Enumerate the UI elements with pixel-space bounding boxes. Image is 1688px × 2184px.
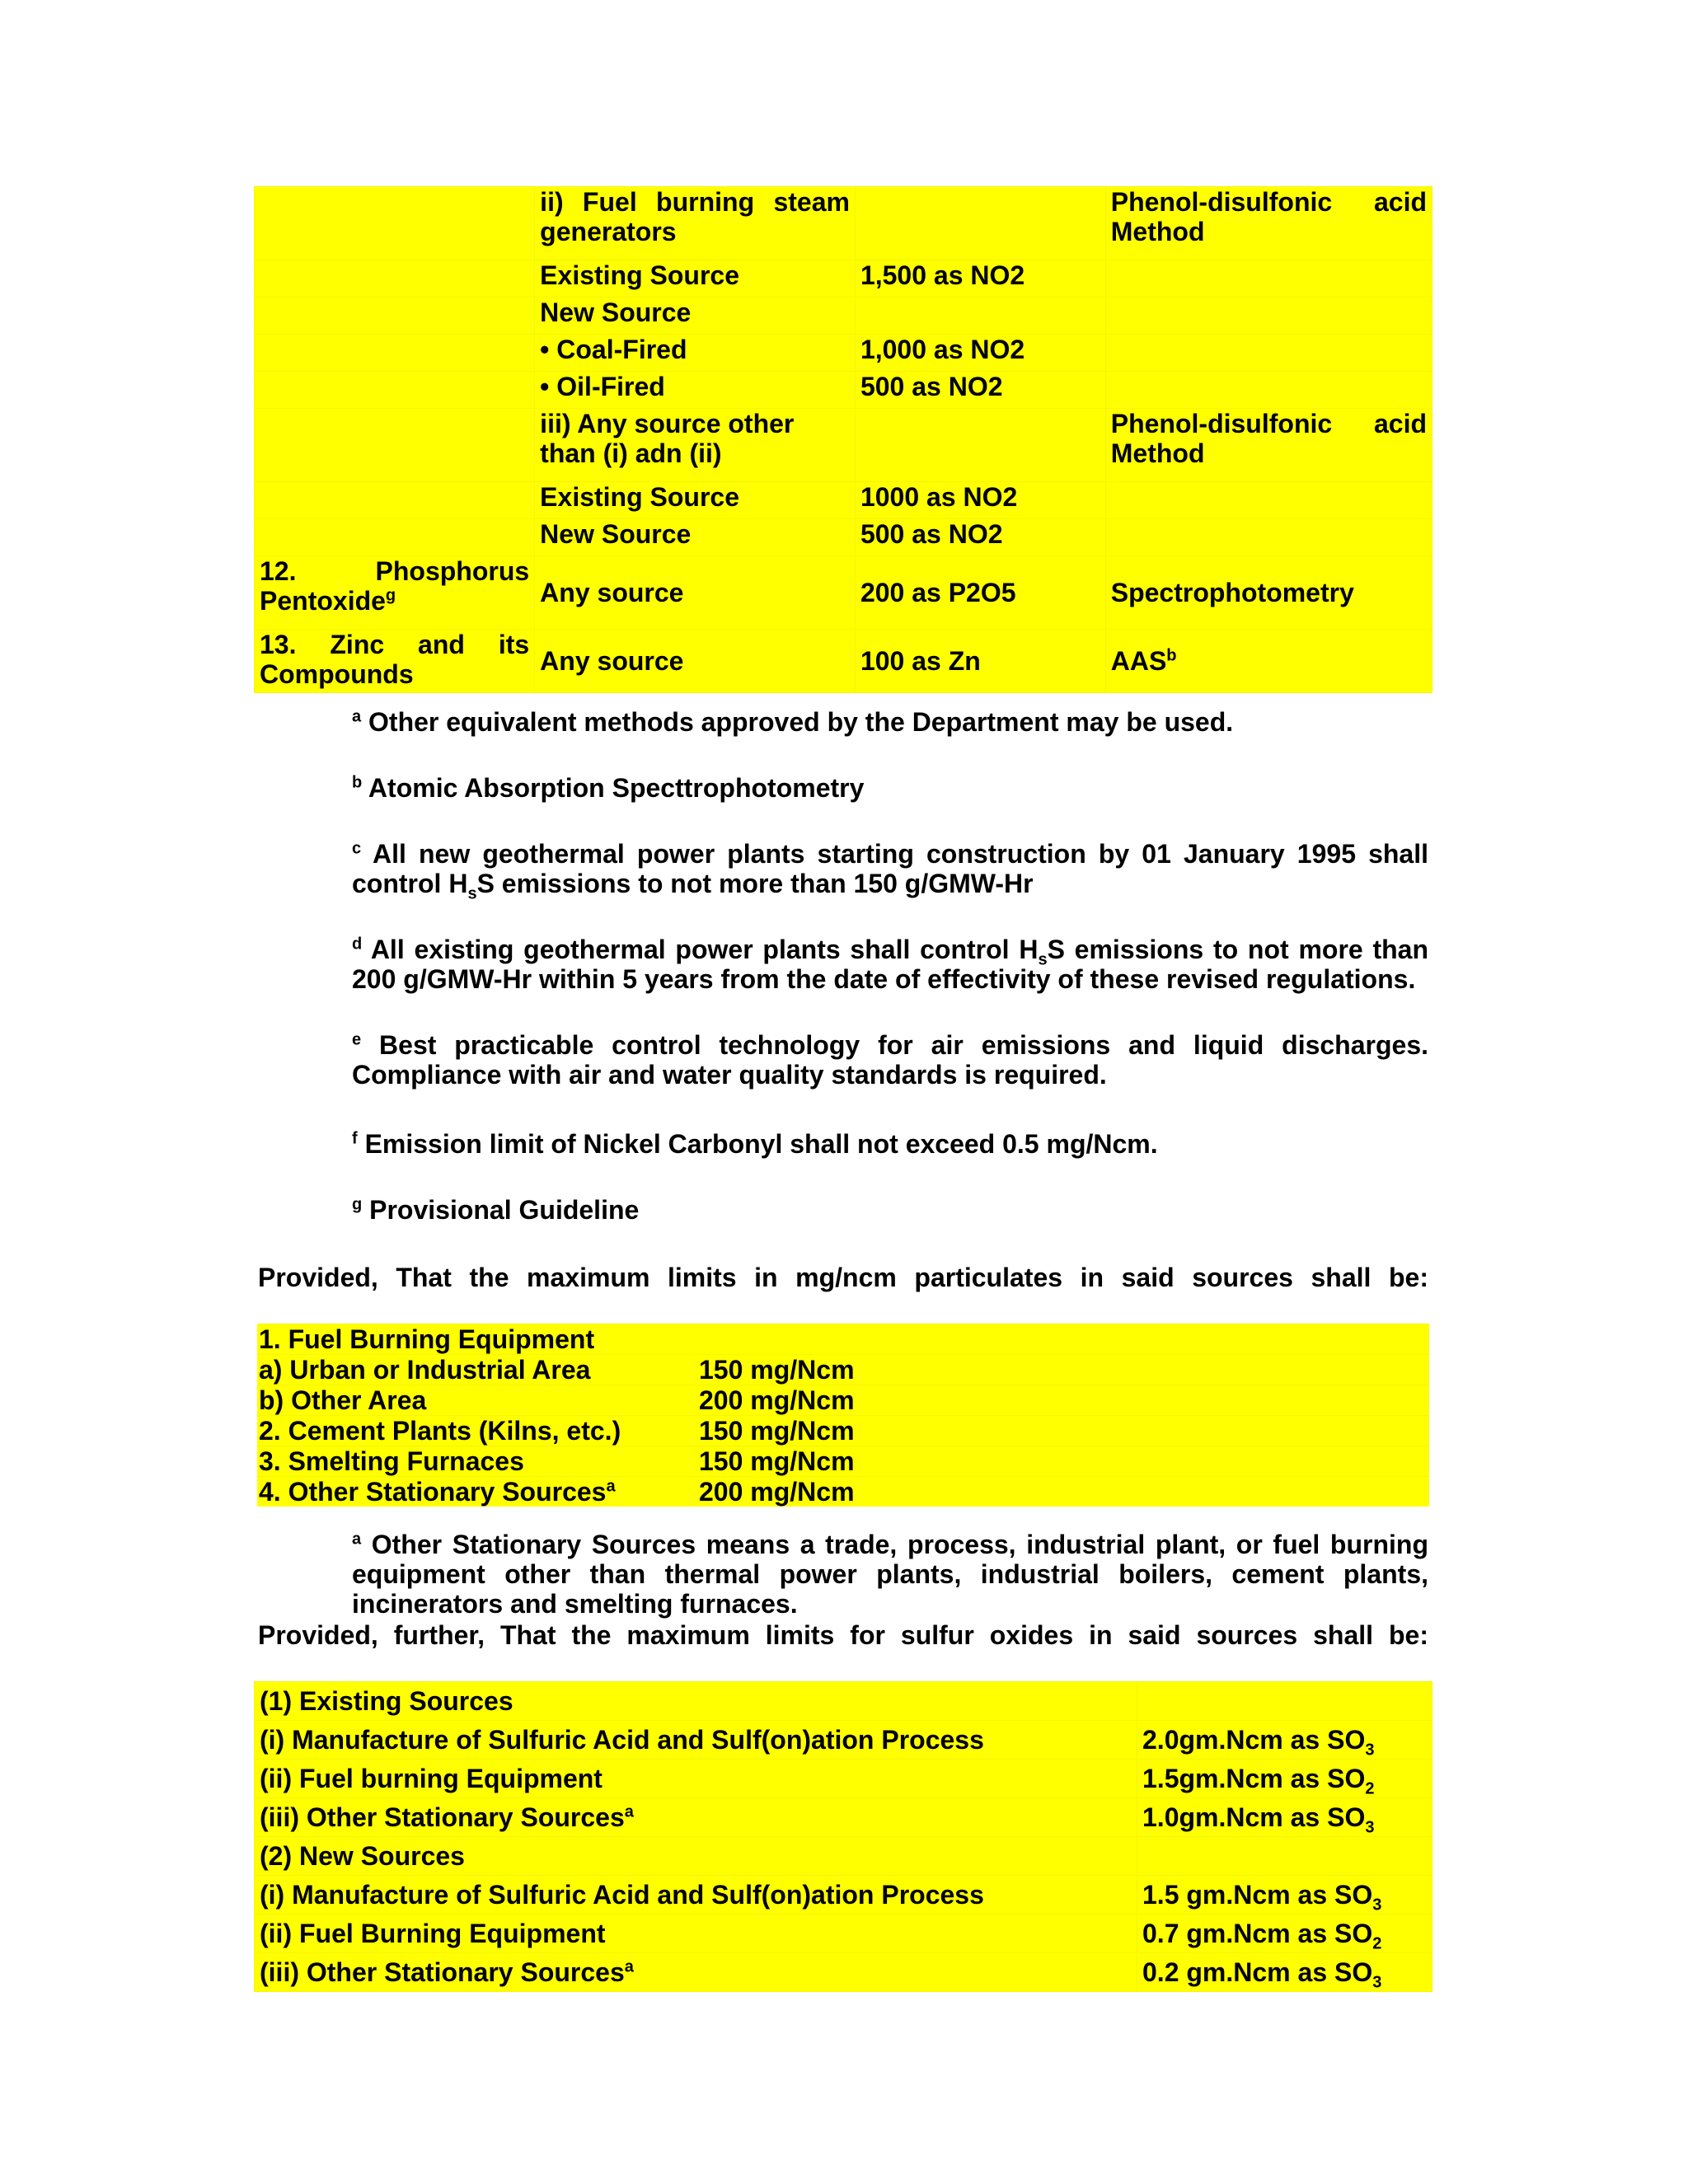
limit-value: 150 mg/Ncm — [697, 1446, 1429, 1477]
footnote-g: $^g$ Provisional Guideline — [352, 1195, 640, 1225]
limit-value: 0.2 gm.Ncm as $SO_3$ — [1137, 1953, 1432, 1992]
table-row: 13. Zinc and its Compounds Any source 100 as Zn AAS$^b$ — [255, 630, 1432, 693]
method-cell: Spectrophotometry — [1105, 556, 1432, 630]
source-label: 2. Cement Plants (Kilns, etc.) — [257, 1416, 697, 1446]
name-cell: 12. Phosphorus — [260, 556, 530, 586]
table-row — [257, 1446, 1429, 1477]
source-label: b) Other Area — [257, 1385, 697, 1416]
table-row — [255, 1798, 1432, 1837]
paragraph-particulates: Provided, That the maximum limits in mg/ncm particulates in said sources shall be: — [258, 1263, 1428, 1292]
limit-cell: 200 as P2O5 — [855, 556, 1105, 630]
limit-value — [697, 1324, 1429, 1355]
table-row — [255, 1915, 1432, 1953]
note-other-stationary-sources: $^a$ Other Stationary Sources means a trade, process, industrial plant, or fuel burning equipment other than thermal power plants, industrial boilers, cement plants, incinerators and smelting furnaces. — [352, 1530, 1428, 1619]
limit-value: 150 mg/Ncm — [697, 1355, 1429, 1385]
emission-limits-table — [254, 186, 1432, 693]
section-header-row — [255, 1837, 1432, 1876]
source-cell: iii) Any source other than (i) adn (ii) — [540, 409, 795, 468]
limit-value: 200 mg/Ncm — [697, 1385, 1429, 1416]
source-label: (i) Manufacture of Sulfuric Acid and Sulf(on)ation Process — [255, 1721, 1137, 1760]
method-cell: AAS$^b$ — [1105, 630, 1432, 693]
source-label: (iii) Other Stationary Sources$^a$ — [255, 1798, 1137, 1837]
source-cell: Existing Source — [540, 482, 740, 512]
footnote-f: $^f$ Emission limit of Nickel Carbonyl shall not exceed 0.5 mg/Ncm. — [352, 1129, 1158, 1159]
limit-cell: 500 as NO2 — [860, 372, 1003, 401]
source-cell: New Source — [540, 519, 692, 549]
source-label: (ii) Fuel Burning Equipment — [255, 1915, 1137, 1953]
table-row — [255, 298, 1432, 335]
limit-value: 1.0gm.Ncm as $SO_3$ — [1137, 1798, 1432, 1837]
section-header: (2) New Sources — [255, 1837, 1137, 1876]
table-row — [255, 1760, 1432, 1798]
table-row — [255, 187, 1432, 260]
limit-value: 2.0gm.Ncm as $SO_3$ — [1137, 1721, 1432, 1760]
footnote-c: $^c$ All new geothermal power plants starting construction by 01 January 1995 shall control $H_sS$ emissions to not more than 150 g/GMW-Hr — [352, 839, 1429, 903]
limit-cell: 500 as NO2 — [860, 519, 1003, 549]
source-label: a) Urban or Industrial Area — [257, 1355, 697, 1385]
table-row — [255, 519, 1432, 556]
source-cell: ii) Fuel burning steam generators — [540, 187, 850, 246]
table-row — [255, 260, 1432, 298]
section-header: (1) Existing Sources — [255, 1682, 1137, 1721]
source-cell: New Source — [540, 298, 692, 327]
table-row — [255, 372, 1432, 409]
source-label: 3. Smelting Furnaces — [257, 1446, 697, 1477]
limit-value: 200 mg/Ncm — [697, 1477, 1429, 1507]
section-header-row — [255, 1682, 1432, 1721]
footnote-d: $^d$ All existing geothermal power plants shall control $H_sS$ emissions to not more than 200 g/GMW-Hr within 5 years from the date of effectivity of these revised regulations. — [352, 935, 1429, 994]
limit-cell: 1,000 as NO2 — [860, 335, 1025, 364]
limit-cell: 1,500 as NO2 — [860, 260, 1025, 290]
footnote-e: $^e$ Best practicable control technology for air emissions and liquid discharges. Compliance with air and water quality standards is required. — [352, 1030, 1428, 1090]
source-label: (iii) Other Stationary Sources$^a$ — [255, 1953, 1137, 1992]
table-row — [255, 335, 1432, 372]
table-row — [255, 409, 1432, 482]
source-cell: • Coal-Fired — [540, 335, 687, 364]
limit-cell: 100 as Zn — [855, 630, 1105, 693]
table-row — [257, 1477, 1429, 1507]
table-row — [255, 1953, 1432, 1992]
footnote-b: $^b$ Atomic Absorption Specttrophotometry — [352, 773, 865, 803]
table-row — [257, 1385, 1429, 1416]
particulates-table — [257, 1324, 1429, 1507]
source-label: (ii) Fuel burning Equipment — [255, 1760, 1137, 1798]
table-row — [255, 1721, 1432, 1760]
method-cell: Phenol-disulfonic acid Method — [1110, 409, 1427, 468]
sulfur-oxides-table — [254, 1681, 1432, 1992]
footnote-a: $^a$ Other equivalent methods approved by the Department may be used. — [352, 707, 1234, 737]
table-row — [255, 1876, 1432, 1915]
table-row: 12. Phosphorus Pentoxide$^g$ Any source 200 as P2O5 Spectrophotometry — [255, 556, 1432, 630]
limit-value: 1.5gm.Ncm as $SO_2$ — [1137, 1760, 1432, 1798]
source-cell: Any source — [535, 556, 856, 630]
table-row — [257, 1324, 1429, 1355]
source-cell: • Oil-Fired — [540, 372, 665, 401]
paragraph-sulfur-oxides: Provided, further, That the maximum limits for sulfur oxides in said sources shall be: — [258, 1620, 1428, 1650]
limit-value: 1.5 gm.Ncm as $SO_3$ — [1137, 1876, 1432, 1915]
table-row — [257, 1416, 1429, 1446]
limit-value: 0.7 gm.Ncm as $SO_2$ — [1137, 1915, 1432, 1953]
table-row — [255, 482, 1432, 519]
table-row — [257, 1355, 1429, 1385]
limit-cell: 1000 as NO2 — [860, 482, 1018, 512]
source-cell: Any source — [535, 630, 856, 693]
source-cell: Existing Source — [540, 260, 740, 290]
source-label: 1. Fuel Burning Equipment — [257, 1324, 697, 1355]
source-label: 4. Other Stationary Sources$^a$ — [257, 1477, 697, 1507]
source-label: (i) Manufacture of Sulfuric Acid and Sulf(on)ation Process — [255, 1876, 1137, 1915]
name-cell: 13. Zinc and its — [260, 630, 530, 659]
method-cell: Phenol-disulfonic acid Method — [1110, 187, 1427, 246]
limit-value: 150 mg/Ncm — [697, 1416, 1429, 1446]
